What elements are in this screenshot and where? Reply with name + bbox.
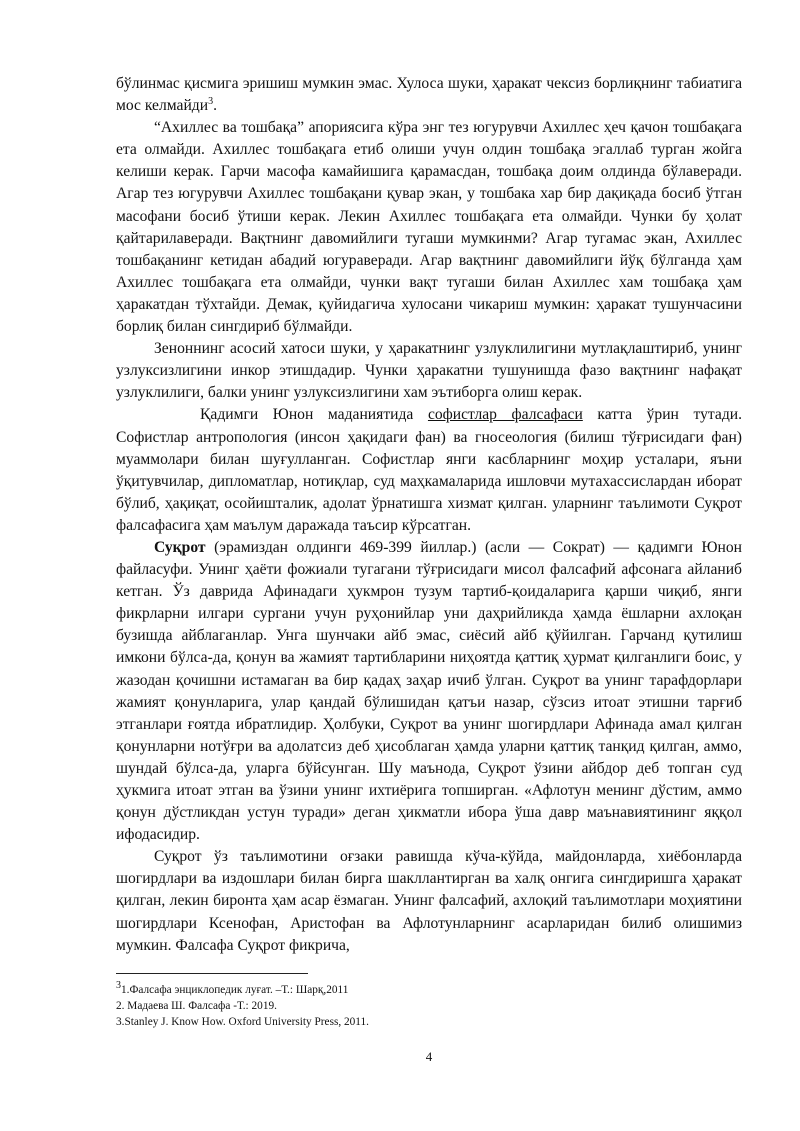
sophists-philosophy-link[interactable]: софистлар фалсафаси <box>427 406 583 424</box>
paragraph-sophists-intro: Қадимги Юнон маданиятида <box>200 406 428 424</box>
paragraph-zeno: Зеноннинг асосий хатоси шуки, у ҳаракатнинг узлуклилигини мутлақлаштириб, унинг узлуксизлигини инкор этишдадир. Чунки ҳаракатни тушунишда фазо вақтнинг нафақат узлуклилиги, балки унинг узлуксизлигини хам эътиборга олиш керак. <box>116 340 742 402</box>
paragraph-socrates <box>116 537 742 846</box>
footnotes <box>116 982 742 1030</box>
footnote-3: 3.Stanley J. Know How. Oxford University Press, 2011. <box>116 1016 370 1028</box>
footnote-divider <box>116 973 308 974</box>
socrates-heading: Суқрот <box>154 538 206 556</box>
paragraph-socrates-text: (эрамиздан олдинги 469-399 йиллар.) (асли — Сократ) — қадимги Юнон файласуфи. Унинг ҳаёти фожиали тугагани тўғрисидаги мисол фалсафий афсонага айланиб кетган. Ўз даврида Афинадаги ҳукмрон тузум тартиб-қоидаларига қарши чиқиб, янги фикрларни илгари сургани учун руҳонийлар уни даҳрийликда ҳамда ёшларни ахлоқан бузишда айблаганлар. Унга шунчаки айб эмас, сиёсий айб қўйилган. Гарчанд қутилиш имкони бўлса-да, қонун ва жамият тартибларини ниҳоятда қаттиқ ҳурмат қилганлиги боис, у жазодан қочишни истамаган ва бир қадаҳ заҳар ичиб ўлган. Суқрот ва унинг тарафдорлари жамият қонунларига, улар қандай бўлишидан қатъи назар, сўзсиз итоат этишни тарғиб этганлари ғоятда ибратлидир. Ҳолбуки, Суқрот ва унинг шогирдлари Афинада амал қилган қонунларни нотўғри ва адолатсиз деб ҳисоблаган ҳамда уларни қаттиқ танқид қилган, аммо, шундай бўлса-да, уларга бўйсунган. Шу маънода, Суқрот ўзини айбдор деб топган суд ҳукмига итоат этган ва ўзини унинг ихтиёрига топширган. «Афлотун менинг дўстим, аммо қонун дўстликдан устун туради» деган ҳикматли ибора ўша давр маънавиятининг яққол ифодасидир. <box>116 538 742 844</box>
footnote-1 <box>116 982 742 998</box>
paragraph-1-text: бўлинмас қисмига эришиш мумкин эмас. Хулоса шуки, ҳаракат чексиз борлиқнинг табиатига мос келмайди <box>116 75 742 115</box>
footnote-ref[interactable]: 3 <box>208 95 214 107</box>
paragraph-sophists-text: катта ўрин тутади. Софистлар антропология (инсон ҳақидаги фан) ва гносеология (билиш тўғрисидаги фан) муаммолари билан шуғулланган. Софистлар янги касбларнинг моҳир усталари, яъни ўқитувчилар, дипломатлар, нотиқлар, суд маҳкамаларида ишловчи мутахассислардан иборат бўлиб, ҳақиқат, осойишталик, адолат ўрнатишга хизмат қилган. уларнинг таълимоти Суқрот фалсафасига ҳам маълум даражада таъсир кўрсатган. <box>116 406 743 534</box>
footnote-1-ref: 3 <box>116 980 121 992</box>
paragraph-1-end: . <box>213 97 217 115</box>
paragraph-sophists <box>116 404 742 537</box>
paragraph-socrates-teaching: Суқрот ўз таълимотини оғзаки равишда кўча-кўйда, майдонларда, хиёбонларда шогирдлари ва издошлари билан бирга шакллантирган ва халқ онгига сингдиришга ҳаракат қилган, лекин биронта ҳам асар ёзмаган. Унинг фалсафий, ахлоқий таълимотлари моҳиятини шогирдлари Ксенофан, Аристофан ва Афлотунларнинг асарларидан билиб олишимиз мумкин. Фалсафа Суқрот фикрича, <box>116 848 742 954</box>
paragraph-achilles: “Ахиллес ва тошбақа” апориясига кўра энг тез югурувчи Ахиллес ҳеч қачон тошбақага ета олмайди. Ахиллес тошбақага етиб олиши учун олдин тошбақа эгаллаб турган жойга келиши керак. Гарчи масофа камайишига қарамасдан, тошбақа доим олдинда бўлаверади. Агар тез югурувчи Ахиллес тошбақани қувар экан, у тошбака хар бир дақиқада босиб ўтган масофани босиб ўтиши керак. Лекин Ахиллес тошбақага ета олмайди. Чунки бу ҳолат қайтарилаверади. Вақтнинг давомийлиги тугаши мумкинми? Агар тугамас экан, Ахиллес тошбақанинг кетидан абадий югураверади. Агар вақтнинг давомийлиги йўқ бўлганда ҳам Ахиллес тошбақага ета олмайди, чунки вақт тугаши билан Ахиллес хам тошбақа ҳам ҳаракатдан тўхтайди. Демак, қуйидагича хулосани чикариш мумкин: ҳаракат тушунчасини борлиқ билан сингдириб бўлмайди. <box>116 119 742 336</box>
paragraph-1 <box>116 73 742 117</box>
page-number: 4 <box>425 1049 433 1064</box>
body-text <box>116 73 742 957</box>
footnote-1-text: 1.Фалсафа энциклопедик луғат. –Т.: Шарқ,2011 <box>121 984 349 996</box>
footnote-2: 2. Мадаева Ш. Фалсафа -Т.: 2019. <box>116 1000 277 1012</box>
